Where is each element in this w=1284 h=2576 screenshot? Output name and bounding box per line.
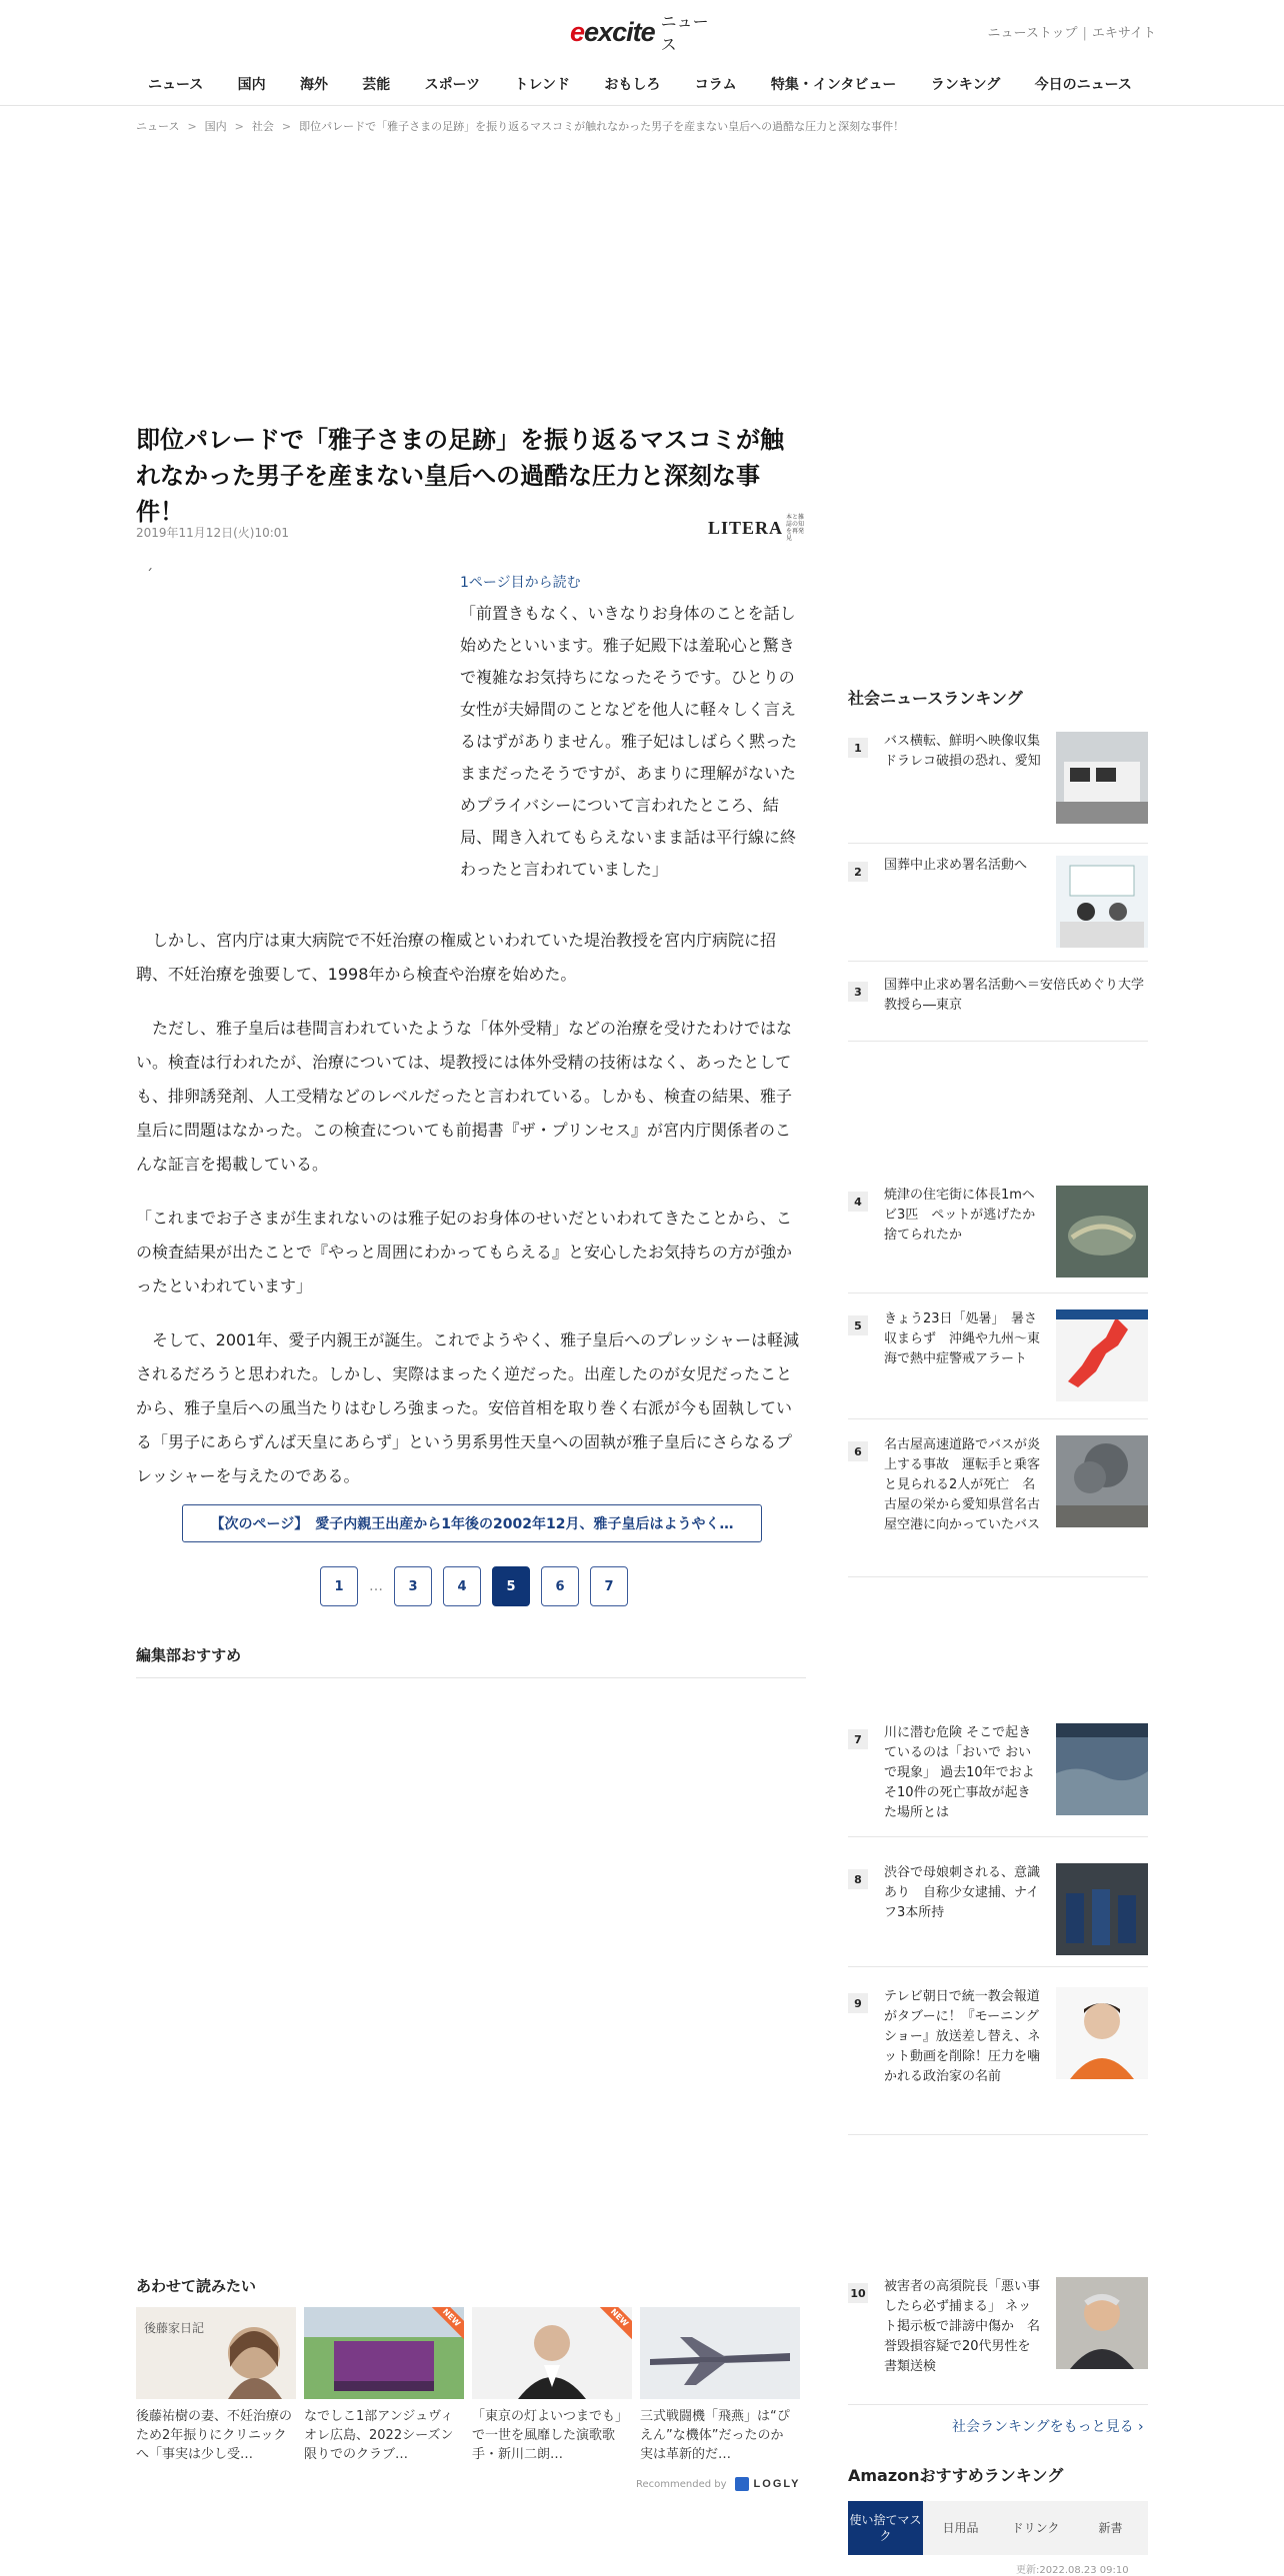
related-title: 後藤祐樹の妻、不妊治療のため2年振りにクリニックへ「事実は少し受… [136,2409,293,2462]
thumbnail-image [304,2307,464,2399]
rank-number: 2 [848,862,868,882]
ranking-text: テレビ朝日で統一教会報道がタブーに！『モーニングショー』放送差し替え、ネット動画を削除！圧力を噛かれる政治家の名前 [884,1989,1041,2084]
nav-domestic[interactable]: 国内 [237,77,266,93]
ranking-item[interactable] [848,976,1148,1042]
nav-features[interactable]: 特集・インタビュー [770,77,897,93]
header-links [988,22,1156,41]
chevron-right-icon: > [281,120,292,133]
ranking-item[interactable] [848,1863,1148,1967]
rank-number: 9 [848,1993,868,2013]
excite-link[interactable]: エキサイト [1091,26,1156,41]
page-7[interactable]: 7 [590,1566,628,1606]
article-paragraph: しかし、宮内庁は東大病院で不妊治療の権威といわれていた堤治教授を宮内庁病院に招聘、不妊治療を強要して、1998年から検査や治療を始めた。 [136,931,777,984]
related-card[interactable] [472,2307,632,2464]
new-badge: NEW [593,2307,632,2344]
ranking-text: 国葬中止求め署名活動へ＝安倍氏めぐり大学教授ら―東京 [884,978,1145,1013]
amazon-ranking-title: Amazonおすすめランキング [848,2466,1064,2485]
ranking-text: 被害者の高須院長「悪い事したら必ず捕まる」 ネット掲示板で誹謗中傷か 名誉毀損容疑で20代男性を書類送検 [884,2279,1041,2374]
breadcrumb-domestic[interactable]: 国内 [204,120,227,133]
ranking-thumbnail [1056,2277,1148,2369]
related-card[interactable] [304,2307,464,2464]
pager-ellipsis: … [369,1578,383,1594]
publisher-logo[interactable] [708,516,808,540]
ranking-more-link[interactable]: 社会ランキングをもっと見る › [952,2419,1144,2435]
new-badge: NEW [425,2307,464,2344]
publisher-tagline: 本と雑誌の知を再発見 [786,514,805,542]
rank-number: 7 [848,1729,868,1749]
ranking-title: 社会ニュースランキング [848,689,1023,708]
ranking-item[interactable] [848,1186,1148,1293]
article-title: 即位パレードで「雅子さまの足跡」を振り返るマスコミが触れなかった男子を産まない皇后への過酷な圧力と深刻な事件！ [136,426,784,526]
site-header [0,0,1284,106]
ranking-item[interactable] [848,1987,1148,2135]
rank-number: 6 [848,1441,868,1461]
nav-sports[interactable]: スポーツ [424,77,481,93]
rank-number: 4 [848,1192,868,1212]
thumbnail-image [472,2307,632,2399]
ranking-text: 川に潜む危険 そこで起きているのは「おいで おいで現象」 過去10年でおよそ10件の死亡事故が起きた場所とは [884,1725,1035,1820]
logly-logo: LOGLY [753,2478,801,2490]
related-thumbnail [304,2307,464,2399]
article-paragraph: そして、2001年、愛子内親王が誕生。これでようやく、雅子皇后へのプレッシャーは軽減されるだろうと思われた。しかし、実際はまったく逆だった。出産したのが女児だったことから、雅子皇后への風当たりはむしろ強まった。安倍首相を取り巻く右派が今も固執している「男子にあらずんば天皇にあらず」という男系男性天皇への固執が雅子皇后にさらなるプレッシャーを与えたのである。 [136,1330,799,1485]
ranking-thumbnail [1056,1186,1148,1278]
page-6[interactable]: 6 [541,1566,579,1606]
logo-sub: ニュース [660,12,709,54]
nav-today[interactable]: 今日のニュース [1034,77,1132,93]
related-thumbnail [640,2307,800,2399]
ranking-text: バス横転、鮮明へ映像収集 ドラレコ破損の恐れ、愛知 [884,734,1054,769]
nav-column[interactable]: コラム [694,77,737,93]
editors-pick-heading: 編集部おすすめ [136,1644,806,1678]
breadcrumb-society[interactable]: 社会 [251,120,274,133]
pagination [320,1566,628,1606]
breadcrumb-current: 即位パレードで「雅子さまの足跡」を振り返るマスコミが触れなかった男子を産まない皇后への過酷な圧力と深刻な事件！ [299,120,905,133]
ranking-text: 焼津の住宅街に体長1mヘビ3匹 ペットが逃げたか捨てられたか [884,1188,1036,1243]
ranking-thumbnail [1056,1723,1148,1815]
ranking-thumbnail [1056,856,1148,948]
tab-books[interactable]: 新書 [1098,2521,1123,2535]
separator: | [1082,26,1087,41]
article-paragraph: ただし、雅子皇后は巷間言われていたような「体外受精」などの治療を受けたわけではない。検査は行われたが、治療については、堤教授には体外受精の技術はなく、あったとしても、排卵誘発剤、人工受精などのレベルだったと言われている。しかも、検査の結果、雅子皇后に問題はなかった。この検査についても前掲書『ザ・プリンセス』が宮内庁関係者のこんな証言を掲載している。 [136,1019,793,1174]
publisher-name: LITERA [708,517,784,538]
page-5-current[interactable]: 5 [492,1566,530,1606]
article-body [136,924,806,1513]
ranking-text: 渋谷で母娘刺される、意識あり 自称少女逮捕、ナイフ3本所持 [884,1865,1041,1920]
breadcrumb-news[interactable]: ニュース [136,120,180,133]
ranking-thumbnail [1056,732,1148,824]
image-placeholder-mark: ´ [146,568,153,584]
related-card[interactable] [640,2307,800,2464]
recommended-by-label: Recommended by [636,2478,727,2490]
ranking-item[interactable] [848,2277,1148,2405]
related-thumbnail [472,2307,632,2399]
nav-news[interactable]: ニュース [148,77,204,93]
recommended-by [636,2477,800,2491]
article-date: 2019年11月12日(火)10:01 [136,526,290,540]
ranking-thumbnail [1056,1987,1148,2079]
amazon-updated: 更新:2022.08.23 09:10 [1016,2565,1129,2576]
ranking-item[interactable] [848,1435,1148,1577]
page-3[interactable]: 3 [394,1566,432,1606]
chevron-right-icon: > [187,120,197,133]
ranking-text: 国葬中止求め署名活動へ [884,858,1028,873]
related-heading: あわせて読みたい [136,2277,257,2295]
nav-ranking[interactable]: ランキング [930,77,1001,93]
rank-number: 1 [848,738,868,758]
ranking-item[interactable] [848,732,1148,844]
nav-trend[interactable]: トレンド [514,77,571,93]
amazon-tabs [848,2501,1148,2555]
first-page-link[interactable]: 1ページ目から読む [460,575,581,591]
page-1[interactable]: 1 [320,1566,358,1606]
logo-text: eexcite [570,16,655,47]
rank-number: 10 [848,2283,868,2303]
ranking-thumbnail [1056,1435,1148,1527]
ranking-text: きょう23日「処暑」 暑さ収まらず 沖縄や九州～東海で熱中症警戒アラート [884,1311,1041,1366]
tab-disposable-mask[interactable]: 使い捨てマスク [848,2501,923,2555]
rank-number: 8 [848,1869,868,1889]
nav-overseas[interactable]: 海外 [299,77,328,93]
ranking-item[interactable] [848,1309,1148,1419]
global-nav [140,68,1140,100]
excite-news-logo[interactable] [570,12,720,54]
related-title: なでしこ1部アンジュヴィオレ広島、2022シーズン限りでのクラブ… [304,2409,454,2462]
ranking-item[interactable] [848,856,1148,962]
ranking-text: 名古屋高速道路でバスが炎上する事故 運転手と乗客と見られる2人が死亡 名古屋の栄から愛知県営名古屋空港に向かっていたバス [884,1437,1041,1532]
ranking-thumbnail [1056,1863,1148,1955]
logly-icon [735,2477,749,2491]
rank-number: 5 [848,1315,868,1335]
chevron-right-icon: > [234,120,244,133]
related-thumbnail [136,2307,296,2399]
thumbnail-image [640,2307,800,2399]
next-page-button[interactable]: 【次のページ】 愛子内親王出産から1年後の2002年12月、雅子皇后はようやく… [182,1504,762,1542]
nav-funny[interactable]: おもしろ [604,77,661,93]
breadcrumb [136,118,904,134]
page-4[interactable]: 4 [443,1566,481,1606]
rank-number: 3 [848,982,868,1002]
article-quote: 「前置きもなく、いきなりお身体のことを話し始めたといいます。雅子妃殿下は羞恥心と驚きで複雑なお気持ちになったそうです。ひとりの女性が夫婦間のことなどを他人に軽々しく言えるはずがありません。雅子妃はしばらく黙ったままだったそうですが、あまりに理解がないためプライバシーについて言われたところ、結局、聞き入れてもらえないまま話は平行線に終わったと言われていました」 [460,604,797,879]
tab-drink[interactable]: ドリンク [1011,2521,1060,2535]
related-title: 「東京の灯よいつまでも」で一世を風靡した演歌歌手・新川二朗… [472,2409,629,2462]
tab-daily-goods[interactable]: 日用品 [942,2521,979,2535]
related-card[interactable] [136,2307,296,2464]
thumbnail-caption: 後藤家日記 [144,2321,205,2335]
ranking-thumbnail [1056,1309,1148,1401]
article-paragraph: 「これまでお子さまが生まれないのは雅子妃のお身体のせいだといわれてきたことから、この検査結果が出たことで『やっと周囲にわかってもらえる』と安心したお気持ちの方が強かったといわれています」 [136,1209,793,1295]
news-top-link[interactable]: ニューストップ [987,26,1078,41]
related-title: 三式戦闘機「飛燕」は“ぴえん”な機体”だったのか 実は革新的だ… [640,2409,790,2462]
ranking-item[interactable] [848,1723,1148,1837]
nav-entertainment[interactable]: 芸能 [362,77,391,93]
